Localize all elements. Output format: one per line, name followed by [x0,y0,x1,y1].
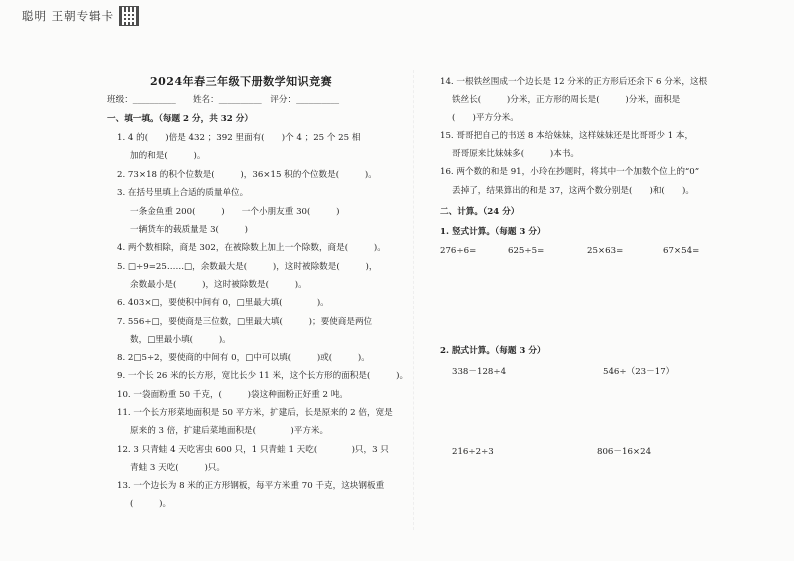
question-12-line-1: 12. 3 只青蛙 4 天吃害虫 600 只，1 只青蛙 1 天吃( )只，3 只 [117,445,389,455]
vertical-calc-4: 67×54= [663,246,700,256]
vertical-calc-heading: 1. 竖式计算。（每题 3 分） [440,227,546,237]
question-3-line-b: 一辆货车的载质量是 3( ) [130,225,249,235]
question-1-line-1: 1. 4 的( )倍是 432 ；392 里面有( )个 4 ；25 个 25 相 [117,133,361,143]
question-13-line-1: 13. 一个边长为 8 米的正方形钢板，每平方米重 70 千克，这块钢板重 [117,481,385,491]
question-5-line-2: 余数最小是( )，这时被除数是( )。 [130,280,307,290]
question-7-line-2: 数，□里最小填( )。 [130,335,231,345]
vertical-calc-2: 625÷5= [508,246,545,256]
question-3-line-a: 一条金鱼重 200( ) 一个小朋友重 30( ) [130,207,340,217]
question-10: 10. 一袋面粉重 50 千克，( )袋这种面粉正好重 2 吨。 [117,390,348,400]
step-calc-3: 216÷2÷3 [452,447,494,457]
section-calculation-heading: 二、计算。（24 分） [440,207,520,217]
question-5-line-1: 5. □÷9=25……□，余数最大是( )，这时被除数是( )， [117,262,378,272]
question-14-line-3: ( )平方分米。 [452,113,519,123]
step-calc-4: 806－16×24 [597,447,652,457]
question-12-line-2: 青蛙 3 天吃( )只。 [130,463,225,473]
question-6: 6. 403×□，要使积中间有 0，□里最大填( )。 [117,298,329,308]
step-calc-2: 546÷（23－17） [603,367,675,377]
question-15-line-1: 15. 哥哥把自己的书送 8 本给妹妹，这样妹妹还是比哥哥少 1 本， [440,131,694,141]
question-11-line-2: 原来的 3 倍，扩建后菜地面积是( )平方米。 [130,426,329,436]
question-9: 9. 一个长 26 米的长方形，宽比长少 11 米，这个长方形的面积是( )。 [117,371,409,381]
question-2: 2. 73×18 的积个位数是( )，36×15 积的个位数是( )。 [117,170,377,180]
question-4: 4. 两个数相除，商是 302，在被除数上加上一个除数，商是( )。 [117,243,386,253]
question-1-line-2: 加的和是( )。 [130,151,206,161]
vertical-calc-1: 276÷6= [440,246,477,256]
question-3: 3. 在括号里填上合适的质量单位。 [117,188,249,198]
question-14-line-2: 铁丝长( )分米，正方形的周长是( )分米，面积是 [452,95,681,105]
qr-code-icon [119,6,139,26]
step-calc-heading: 2. 脱式计算。（每题 3 分） [440,346,546,356]
page-title: 2024年春三年级下册数学知识竞赛 [150,75,333,88]
question-11-line-1: 11. 一个长方形菜地面积是 50 平方米，扩建后，长是原来的 2 倍，宽是 [117,408,393,418]
question-14-line-1: 14. 一根铁丝围成一个边长是 12 分米的正方形后还余下 6 分米，这根 [440,77,708,87]
step-calc-1: 338－128÷4 [452,367,507,377]
page-divider [413,70,414,530]
vertical-calc-3: 25×63= [587,246,624,256]
student-info-line: 班级：__________ 姓名：__________ 评分：__________ [107,95,340,105]
question-8: 8. 2□5÷2，要使商的中间有 0，□中可以填( )或( )。 [117,353,370,363]
question-16-line-1: 16. 两个数的和是 91，小玲在抄题时，将其中一个加数个位上的“0” [440,167,700,177]
question-15-line-2: 哥哥原来比妹妹多( )本书。 [452,149,580,159]
question-13-line-2: ( )。 [130,499,172,509]
question-7-line-1: 7. 556÷□，要使商是三位数，□里最大填( )；要使商是两位 [117,317,373,327]
header-watermark: 聪明 王朝专辑卡 [22,9,115,23]
question-16-line-2: 丢掉了，结果算出的和是 37，这两个数分别是( )和( )。 [452,186,694,196]
section-fill-in-heading: 一、填一填。（每题 2 分，共 32 分） [107,114,253,124]
